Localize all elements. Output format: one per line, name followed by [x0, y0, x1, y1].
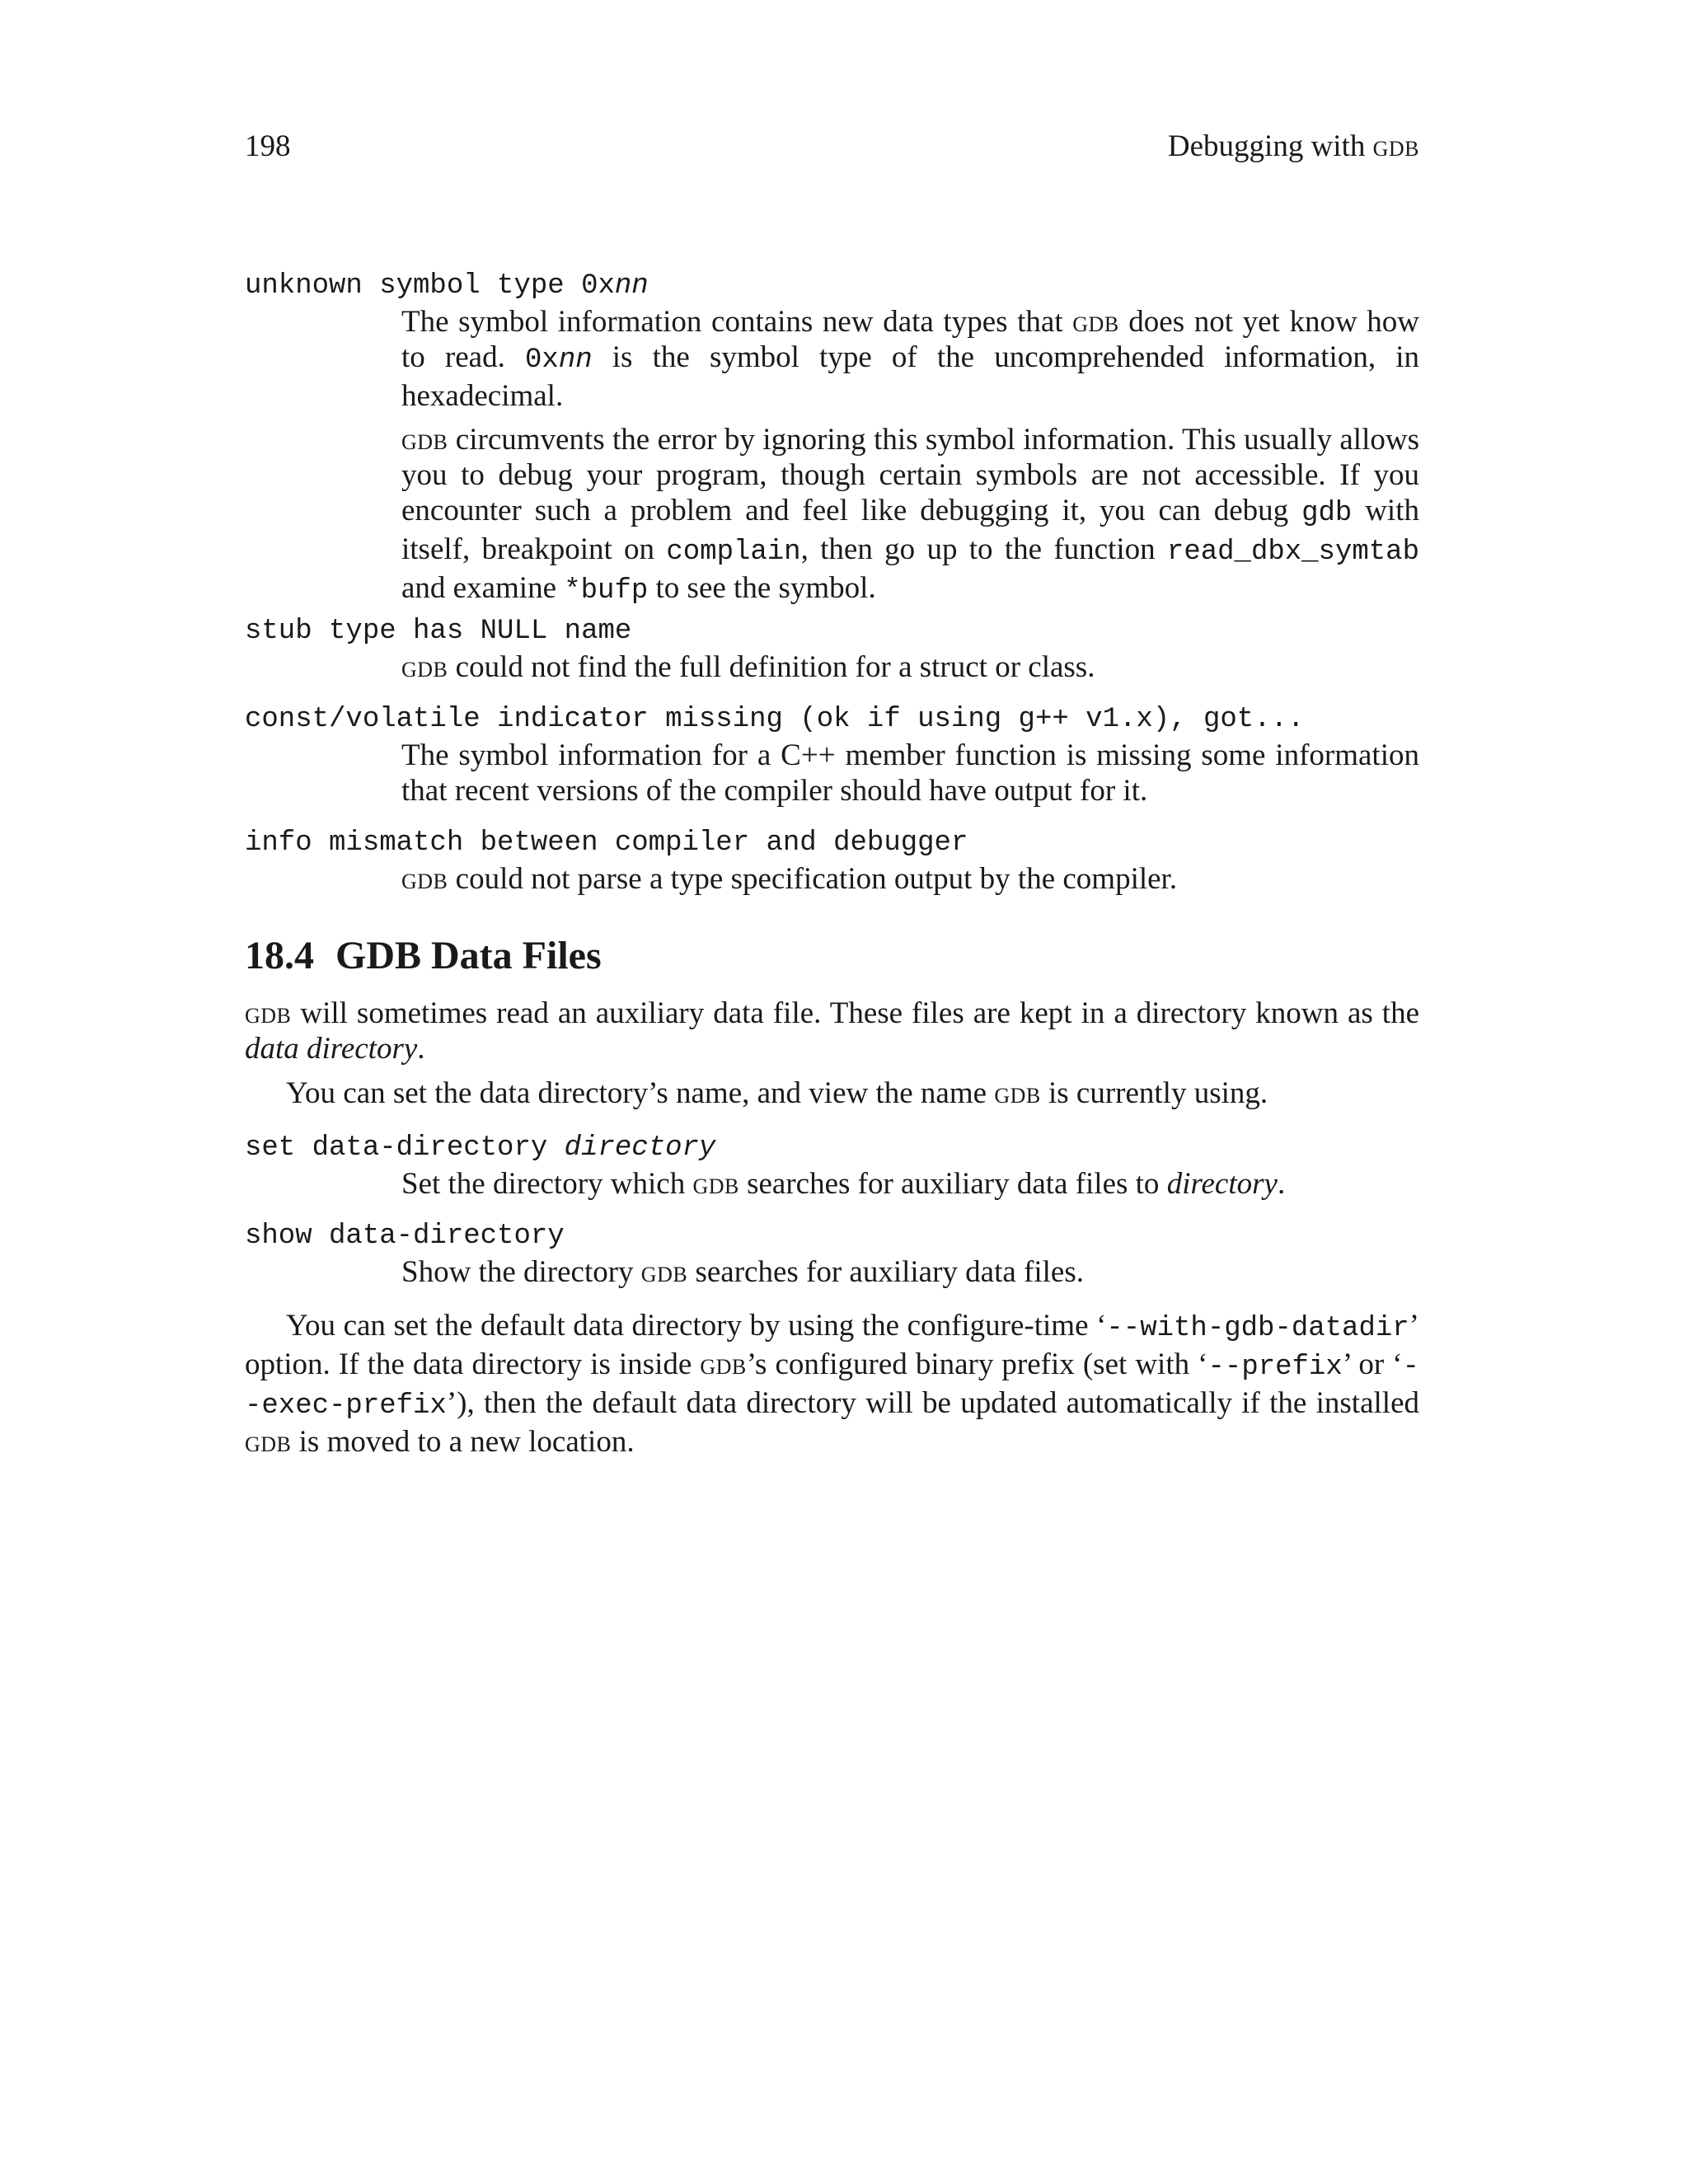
paragraph: [245, 1308, 1419, 1460]
gdb-name: gdb: [700, 1347, 747, 1381]
closing-paragraph: [245, 1308, 1419, 1460]
text: Set the directory which: [401, 1167, 693, 1201]
emphasis: data directory: [245, 1032, 418, 1066]
section-heading: [245, 933, 1419, 979]
inline-code: *bufp: [564, 575, 649, 607]
text: ’), then the default data directory will be updated automatically if the installed: [446, 1386, 1419, 1420]
inline-code: --exec-prefix: [245, 1352, 1420, 1422]
section-number: 18.4: [245, 934, 314, 977]
running-title: [1168, 129, 1419, 164]
running-title-gdb: gdb: [1372, 129, 1419, 163]
text: .: [417, 1032, 425, 1066]
emphasis: directory: [1166, 1167, 1278, 1201]
term-text: set data-directory: [245, 1132, 565, 1164]
entry-description: [401, 1254, 1419, 1290]
gdb-name: gdb: [401, 650, 448, 684]
inline-code: gdb: [1301, 498, 1353, 529]
entry-description: [401, 304, 1419, 609]
text: searches for auxiliary data files.: [687, 1255, 1084, 1289]
text: to see the symbol.: [648, 571, 876, 605]
text: is moved to a new location.: [291, 1425, 635, 1459]
text: could not find the full definition for a struct or class.: [448, 650, 1095, 684]
text: You can set the default data directory by using the configure-time ‘: [286, 1309, 1107, 1343]
entry-const-volatile: [245, 702, 1419, 808]
gdb-name: gdb: [245, 1425, 292, 1459]
inline-code: read_dbx_symtab: [1166, 537, 1419, 568]
text: ’ or ‘: [1342, 1347, 1403, 1381]
entry-description: The symbol information for a C++ member function is missing some information that recent versions of the compiler should have output for it.: [401, 738, 1419, 808]
inline-code-italic: nn: [558, 344, 593, 376]
gdb-name: gdb: [245, 996, 292, 1030]
gdb-name: gdb: [1072, 305, 1119, 339]
entry-info-mismatch: [245, 826, 1419, 897]
page-header: [245, 129, 1419, 170]
paragraph: [401, 304, 1419, 414]
text: Show the directory: [401, 1255, 641, 1289]
paragraph: [245, 996, 1419, 1066]
text: The symbol information contains new data types that: [401, 305, 1073, 339]
inline-code: --with-gdb-datadir: [1106, 1313, 1409, 1344]
text: with itself, breakpoint on: [401, 494, 1419, 566]
entry-description: [401, 861, 1419, 897]
text: .: [1277, 1167, 1286, 1201]
text: You can set the data directory’s name, and view the name: [286, 1076, 995, 1110]
entry-unknown-symbol-type: [245, 269, 1419, 609]
running-title-text: Debugging with: [1167, 129, 1373, 163]
gdb-name: gdb: [401, 423, 448, 457]
inline-code: complain: [666, 537, 801, 568]
text: is the symbol type of the uncomprehended information, in hexadecimal.: [401, 340, 1419, 413]
gdb-name: gdb: [640, 1255, 688, 1289]
gdb-name: gdb: [994, 1076, 1041, 1110]
text: and examine: [401, 571, 565, 605]
section-paragraph-2: [245, 1076, 1419, 1111]
entry-stub-type: [245, 614, 1419, 685]
entry-term: stub type has NULL name: [245, 616, 632, 647]
text: searches for auxiliary data files to: [738, 1167, 1167, 1201]
entry-term: [245, 1131, 1419, 1166]
text: will sometimes read an auxiliary data file. These files are kept in a directory known as the: [291, 996, 1419, 1030]
entry-show-data-directory: [245, 1219, 1419, 1290]
text: , then go up to the function: [800, 532, 1167, 566]
text: does not yet know how to read.: [401, 305, 1419, 374]
entry-description: [401, 649, 1419, 685]
text: ’s configured binary prefix (set with ‘: [746, 1347, 1208, 1381]
section-title: GDB Data Files: [335, 934, 602, 977]
term-italic: nn: [614, 270, 649, 302]
text: is currently using.: [1040, 1076, 1268, 1110]
entry-term: info mismatch between compiler and debugger: [245, 827, 968, 859]
page-number: 198: [245, 129, 291, 163]
text: ’ option. If the data directory is inside: [245, 1309, 1419, 1381]
paragraph: [401, 422, 1419, 609]
inline-code: --prefix: [1207, 1352, 1343, 1383]
entry-term: [245, 269, 1419, 304]
inline-code: 0x: [525, 344, 559, 376]
gdb-name: gdb: [401, 862, 448, 896]
entry-term: const/volatile indicator missing (ok if using g++ v1.x), got...: [245, 704, 1305, 735]
section-intro: [245, 996, 1419, 1066]
text: could not parse a type specification output by the compiler.: [448, 862, 1178, 896]
term-italic: directory: [564, 1132, 716, 1164]
term-text: unknown symbol type 0x: [245, 270, 615, 302]
entry-description: [401, 1166, 1419, 1202]
gdb-name: gdb: [692, 1167, 739, 1201]
entry-term: show data-directory: [245, 1221, 565, 1252]
entry-set-data-directory: [245, 1131, 1419, 1202]
paragraph: [245, 1076, 1419, 1111]
text: circumvents the error by ignoring this symbol information. This usually allows you to debug your program, though certain symbols are not accessible. If you encounter such a problem and feel like debugging it, you can debug: [401, 423, 1419, 527]
